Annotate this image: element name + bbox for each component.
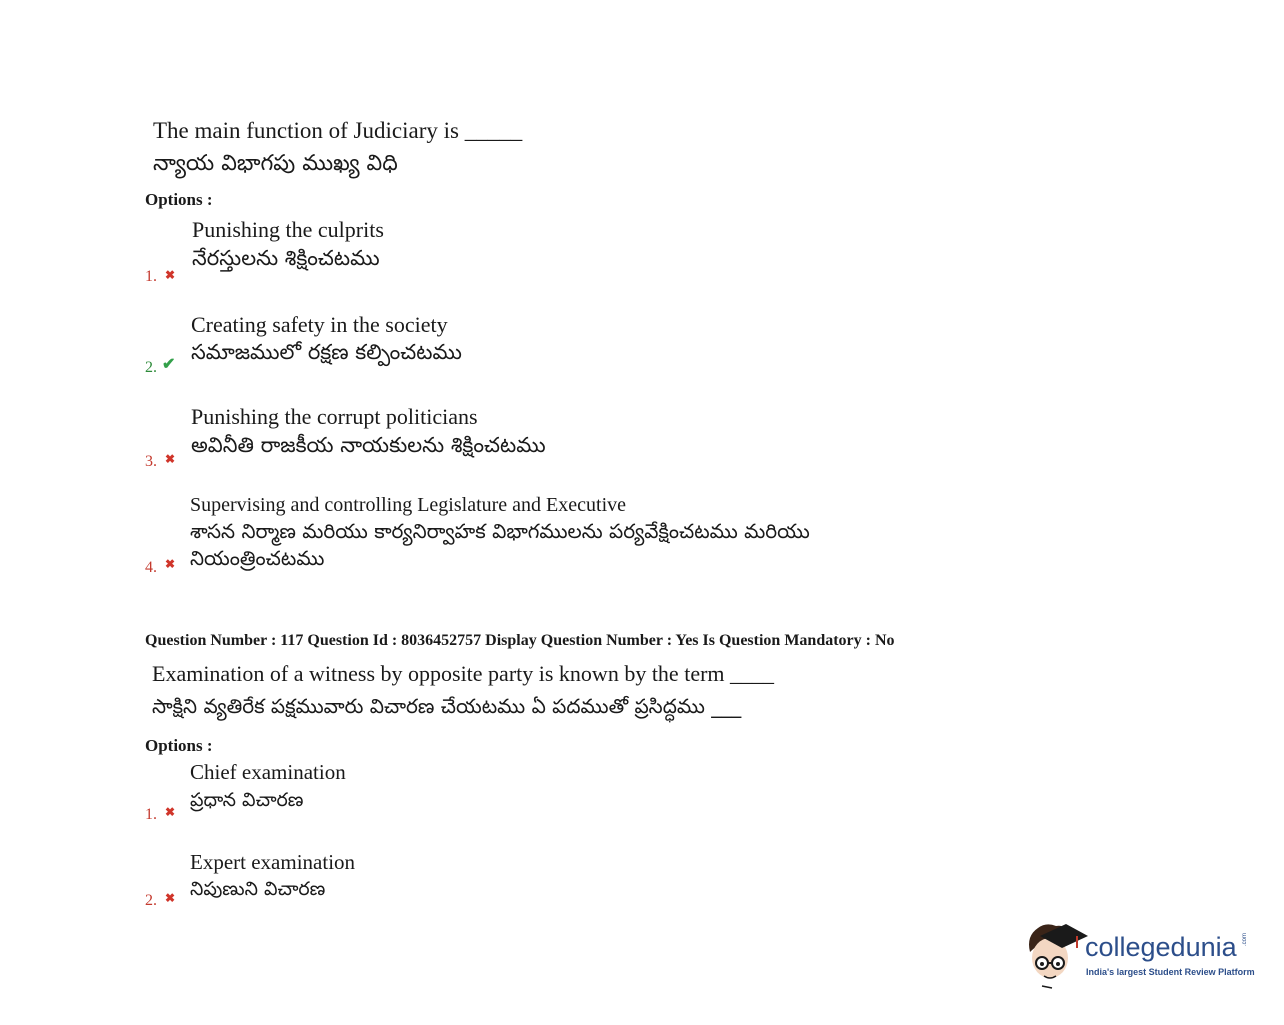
option-text: Chief examination [190,760,346,784]
option-text-telugu: నిపుణుని విచారణ [190,878,326,900]
option-text: Expert examination [190,850,356,874]
option-text: Creating safety in the society [191,312,448,337]
option-text-telugu: ప్రధాన విచారణ [190,789,304,811]
cross-icon: ✖ [165,452,176,466]
logo-tagline: India's largest Student Review Platform [1086,967,1255,977]
options-label: Options : [145,736,213,755]
option-number: 1. [145,268,157,285]
option-text: Supervising and controlling Legislature and Executive [190,494,626,516]
cross-icon: ✖ [165,805,176,819]
option-number: 1. [145,806,157,823]
cross-icon: ✖ [165,557,176,571]
question-text-telugu: న్యాయ విభాగపు ముఖ్య విధి [153,151,398,176]
question-text: The main function of Judiciary is _____ [153,118,523,143]
cross-icon: ✖ [165,891,176,905]
option-text-telugu: అవినీతి రాజకీయ నాయకులను శిక్షించటము [191,433,546,457]
option-text-telugu: సమాజములో రక్షణ కల్పించటము [191,340,462,364]
option-text: Punishing the culprits [192,217,384,242]
option-text-telugu: శాసన నిర్మాణ మరియు కార్యనిర్వాహక విభాగములను పర్యవేక్షించటము మరియు [190,519,810,543]
option-text: Punishing the corrupt politicians [191,404,478,429]
question-text-telugu: సాక్షిని వ్యతిరేక పక్షమువారు విచారణ చేయటము ఏ పదముతో ప్రసిద్ధము ___ [152,694,742,718]
option-number: 2. [145,892,157,909]
option-text-telugu-line2: నియంత్రించటము [190,546,325,570]
options-label: Options : [145,190,213,209]
logo-mascot-icon [1022,918,1088,990]
option-number: 2. [145,359,157,376]
option-number: 4. [145,559,157,576]
cross-icon: ✖ [165,268,176,282]
logo-wordmark: collegedunia [1085,932,1237,962]
option-text-telugu: నేరస్తులను శిక్షించటము [192,246,380,270]
question-text: Examination of a witness by opposite party is known by the term ____ [152,661,775,686]
logo-suffix: .com [1242,932,1248,946]
option-number: 3. [145,453,157,470]
question-meta: Question Number : 117 Question Id : 8036452757 Display Question Number : Yes Is Question Mandatory : No [145,632,895,649]
check-icon: ✔ [162,356,176,373]
